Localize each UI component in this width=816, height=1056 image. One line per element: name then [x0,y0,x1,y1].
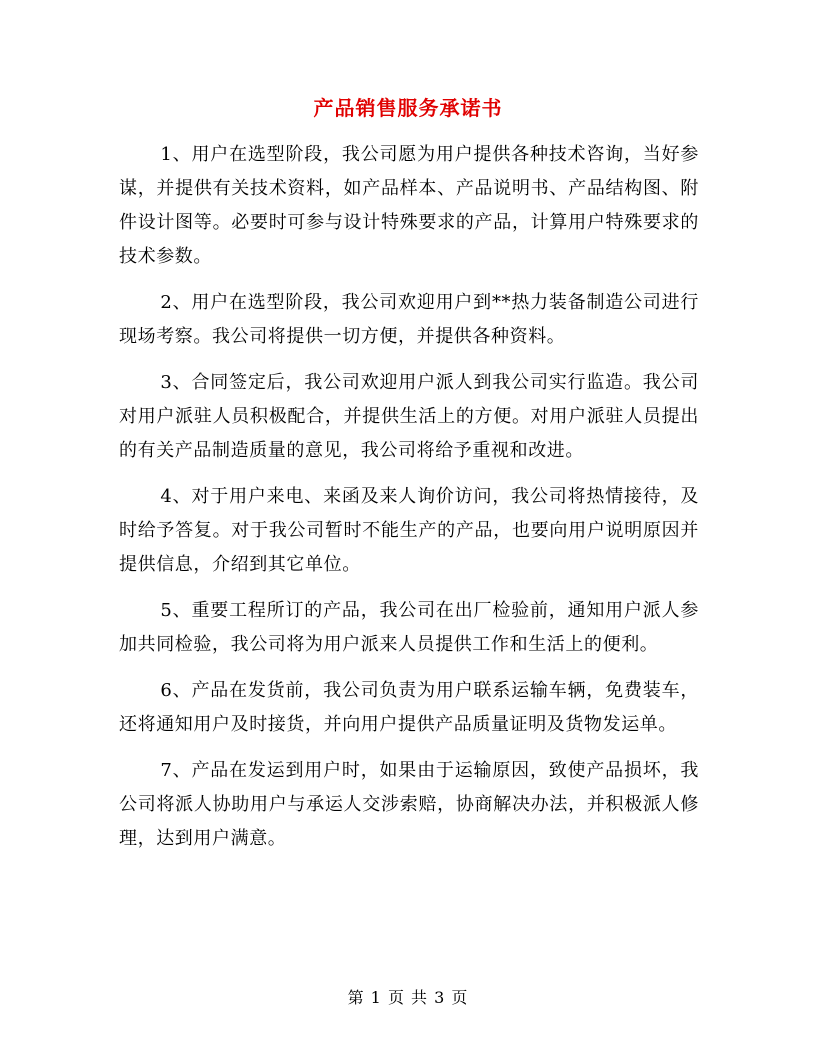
document-title: 产品销售服务承诺书 [313,96,503,120]
paragraph-1: 1、用户在选型阶段，我公司愿为用户提供各种技术咨询，当好参谋，并提供有关技术资料，如产品样本、产品说明书、产品结构图、附件设计图等。必要时可参与设计特殊要求的产品，计算用户特殊要求的技术参数。 [119,144,699,267]
paragraph-5: 5、重要工程所订的产品，我公司在出厂检验前，通知用户派人参加共同检验，我公司将为用户派来人员提供工作和生活上的便利。 [119,600,699,655]
paragraph-2: 2、用户在选型阶段，我公司欢迎用户到**热力装备制造公司进行现场考察。我公司将提供一切方便，并提供各种资料。 [119,292,699,347]
paragraph-6: 6、产品在发货前，我公司负责为用户联系运输车辆，免费装车，还将通知用户及时接货，并向用户提供产品质量证明及货物发运单。 [119,680,699,735]
document-body [119,138,699,868]
page-number-footer: 第 1 页 共 3 页 [347,988,469,1007]
paragraph-4: 4、对于用户来电、来函及来人询价访问，我公司将热情接待，及时给予答复。对于我公司暂时不能生产的产品，也要向用户说明原因并提供信息，介绍到其它单位。 [119,486,699,575]
paragraph-7: 7、产品在发运到用户时，如果由于运输原因，致使产品损坏，我公司将派人协助用户与承运人交涉索赔，协商解决办法，并积极派人修理，达到用户满意。 [119,760,699,849]
paragraph-3: 3、合同签定后，我公司欢迎用户派人到我公司实行监造。我公司对用户派驻人员积极配合，并提供生活上的方便。对用户派驻人员提出的有关产品制造质量的意见，我公司将给予重视和改进。 [119,372,699,461]
